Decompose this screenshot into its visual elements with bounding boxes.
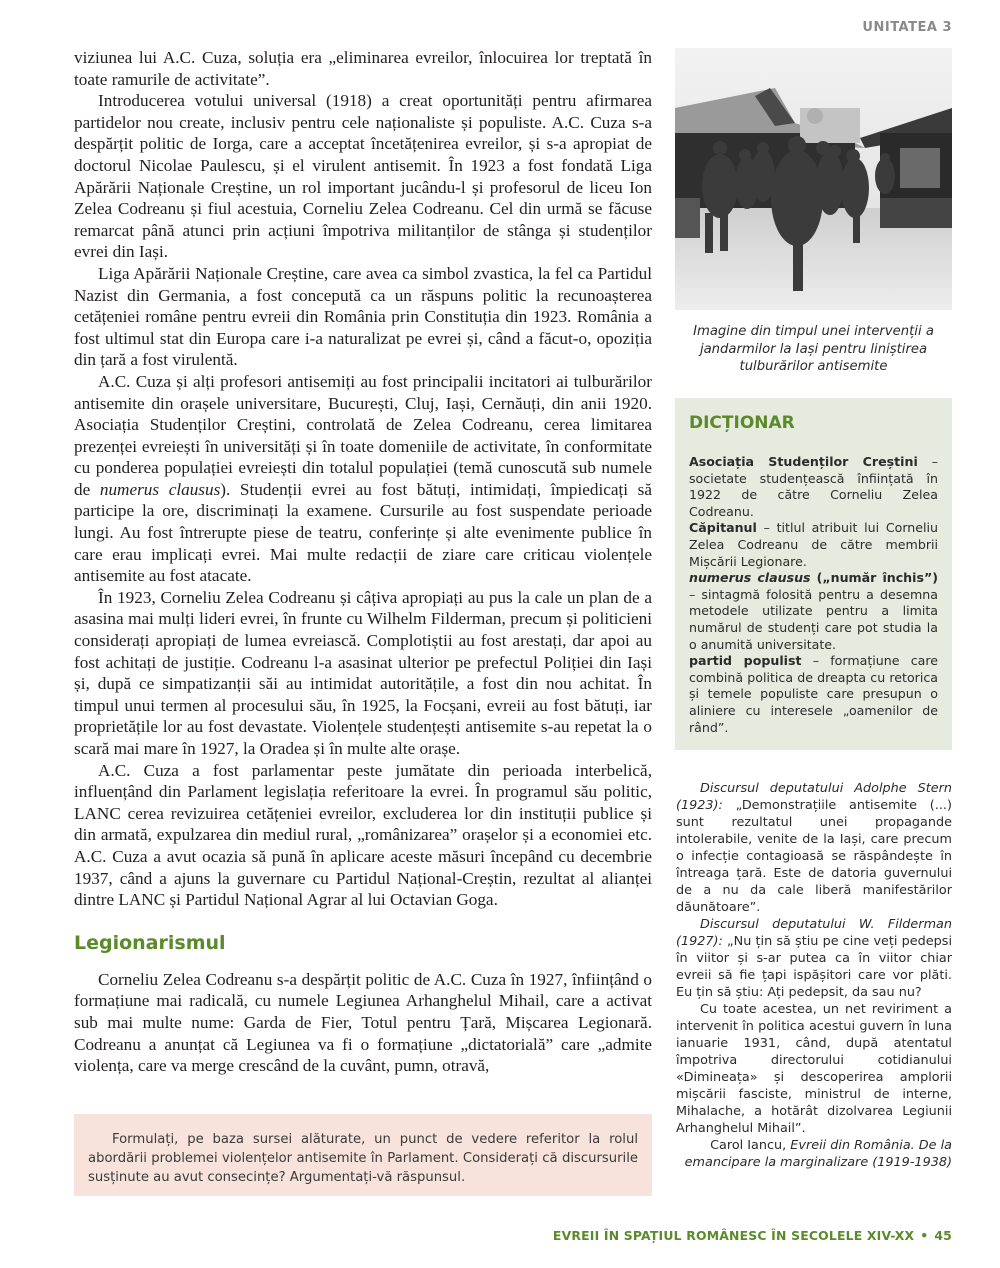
source-author: Carol Iancu, bbox=[710, 1138, 791, 1153]
dictionary-term: partid populist bbox=[689, 653, 802, 669]
historical-photo bbox=[675, 48, 952, 310]
page-footer bbox=[553, 1228, 952, 1243]
dictionary-definition: – sintagmă folosită pentru a desemna metodele utilizate pentru a limita numărul de studenți care pot studia la o anumită universitate. bbox=[689, 586, 938, 652]
dictionary-term-gloss: („număr închis”) bbox=[810, 570, 938, 586]
footer-title: EVREII ÎN SPAȚIUL ROMÂNESC ÎN SECOLELE XIV-XX bbox=[552, 1228, 915, 1243]
source-quote: „Demonstrațiile antisemite (...) sunt rezultatul unei propagande intolerabile, venite de la Iași, care precum o infecție contagioasă se răspândește în întreaga țară. Este de datoria guvernului de a nu da cale liberă manifestărilor dăunătoare”. bbox=[676, 798, 952, 915]
task-text: Formulați, pe baza sursei alăturate, un punct de vedere referitor la rolul abordării problemei violențelor antisemite în Parlament. Considerați că discursurile susținute au avut consecințe? Argumentați-vă răspunsul. bbox=[88, 1132, 638, 1185]
dictionary-definition: – formațiune care combină politica de dreapta cu retorica și temele populiste care presupun o aliniere cu interesele „oamenilor de rând”. bbox=[689, 653, 938, 735]
paragraph-text: A.C. Cuza și alți profesori antisemiți au fost principalii incitatori ai tulburărilor antisemite din orașele universitare, București, Cluj, Iași, Cernăuți, din anii 1920. Asociația Studenților Creștini, controlată de Zelea Codreanu, cerea limitarea prezenței evreiești în universități și în toate domeniile de activitate, în conformitate cu ponderea populației evreiești din totalul populației (temă cunoscută sub numele de bbox=[74, 371, 652, 499]
section-heading: Legionarismul bbox=[74, 931, 226, 954]
latin-term: numerus clausus bbox=[99, 479, 221, 499]
source-work: Evreii din România. De la emancipare la marginalizare (1919-1938) bbox=[684, 1138, 952, 1170]
dictionary-title: DICȚIONAR bbox=[689, 413, 795, 433]
paragraph bbox=[74, 371, 652, 587]
source-quote: „Nu țin să știu pe cine veți pedepsi în viitor și s-ar putea ca în viitor chiar evreii să fie țapi ispășitori care vor plăti. Eu țin să știu: Ați pedepsit, da sau nu? bbox=[676, 934, 952, 1000]
source-quote-stern bbox=[676, 780, 952, 916]
page-number: 45 bbox=[934, 1228, 952, 1243]
photo-caption: Imagine din timpul unei intervenții a jandarmilor la Iași pentru liniștirea tulburărilor antisemite bbox=[693, 324, 934, 374]
source-attribution bbox=[676, 1137, 952, 1171]
dictionary-box bbox=[675, 398, 952, 750]
paragraph: În 1923, Corneliu Zelea Codreanu și câțiva apropiați au pus la cale un plan de a asasina mai mulți lideri evrei, în frunte cu Wilhelm Filderman, precum și politicieni considerați apropiați de lumea evreiască. Complotiștii au fost arestați, dar apoi au fost achitați de justiție. Codreanu l-a asasinat ulterior pe prefectul Poliției din Iași și, după ce simpatizanții săi au intimidat autoritățile, a fost din nou achitat. În timpul unui termen al procesului său, în 1925, la Focșani, evreii au fost bătuți, iar proprietățile lor au fost devastate. Violențele studențești antisemite s-au repetat la o scară mai mare în 1927, la Oradea și în multe alte orașe. bbox=[74, 587, 652, 758]
dictionary-term-latin: numerus clausus bbox=[689, 570, 811, 586]
historical-source bbox=[676, 780, 952, 1171]
dictionary-definition: – titlul atribuit lui Corneliu Zelea Codreanu de către membrii Mișcării Legionare. bbox=[689, 520, 938, 569]
footer-separator: • bbox=[920, 1228, 929, 1243]
photo-illustration bbox=[675, 48, 952, 310]
page-header-unit: UNITATEA 3 bbox=[862, 20, 952, 35]
dictionary-entry bbox=[689, 454, 938, 520]
dictionary-term: Asociația Studenților Creștini bbox=[689, 454, 918, 469]
task-box bbox=[74, 1114, 652, 1196]
paragraph: Introducerea votului universal (1918) a creat oportunități pentru afirmarea partidelor nou create, inclusiv pentru cele naționaliste și populiste. A.C. Cuza s-a despărțit politic de Iorga, care a acceptat încetățenirea evreilor, și s-a apropiat de doctorul Nicolae Paulescu, și el virulent antisemit. În 1923 a fost fondată Liga Apărării Naționale Creștine, un rol important jucându-l și profesorul de liceu Ion Zelea Codreanu și fiul acestuia, Corneliu Zelea Codreanu. Cel din urmă se făcuse remarcat până atunci prin acțiuni împotriva militanților de stânga și studenților evrei din Iași. bbox=[74, 91, 652, 262]
dictionary-term: Căpitanul bbox=[689, 520, 757, 536]
source-heading: Discursul deputatului W. Filderman (1927): bbox=[676, 917, 952, 949]
paragraph: viziunea lui A.C. Cuza, soluția era „eliminarea evreilor, înlocuirea lor treptată în toate ramurile de activitate”. bbox=[74, 48, 652, 89]
paragraph-text: ). Studenții evrei au fost bătuți, intimidați, împiedicați să participe la ore, discriminați la examene. Cursurile au fost suspendate perioade lungi. Au fost întrerupte piese de teatru, conferințe și alte evenimente publice în care erau implicați evrei. Mai multe redacții de ziare care criticau violențele antisemite au fost atacate. bbox=[74, 479, 652, 586]
paragraph: Liga Apărării Naționale Creștine, care avea ca simbol zvastica, la fel ca Partidul Nazist din Germania, a fost concepută ca un răspuns politic la recunoașterea cetățeniei române pentru evreii din România prin Constituția din 1923. România a fost ultimul stat din Europa care i-a naturalizat pe evrei și, când a făcut-o, opoziția din țară a fost virulentă. bbox=[74, 263, 652, 370]
dictionary-term bbox=[689, 570, 938, 585]
source-quote-filderman bbox=[676, 916, 952, 1001]
source-heading: Discursul deputatului Adolphe Stern (1923): bbox=[676, 781, 952, 813]
paragraph: Corneliu Zelea Codreanu s-a despărțit politic de A.C. Cuza în 1927, înființând o formațiune mai radicală, cu numele Legiunea Arhanghelul Mihail, care a activat sub mai multe nume: Garda de Fier, Totul pentru Țară, Mișcarea Legionară. Codreanu a anunțat că Legiunea va fi o formațiune „dictatorială” care „admite violența, care va merge crescând de la cuvânt, pumn, otravă, bbox=[74, 969, 652, 1076]
paragraph: A.C. Cuza a fost parlamentar peste jumătate din perioada interbelică, influențând din Parlament legislația referitoare la evrei. În programul său politic, LANC cerea revizuirea cetățeniei evreilor, excluderea lor din instituții publice și din armată, expulzarea din mediul rural, „românizarea” orașelor și a economiei etc. A.C. Cuza a avut ocazia să pună în aplicare aceste măsuri începând cu decembrie 1937, când a ajuns la guvernare cu Partidul Național-Creștin, rezultat al alianței dintre LANC și Partidul Național Agrar al lui Octavian Goga. bbox=[74, 760, 652, 910]
dictionary-entry bbox=[689, 520, 938, 570]
source-continuation: Cu toate acestea, un net reviriment a intervenit în politica acestui guvern în luna ianuarie 1931, când, după atentatul împotriva directorului cotidianului «Dimineața» și descoperirea amplorii mișcării fasciste, ministrul de interne, Mihalache, a hotărât dizolvarea Legiunii Arhanghelul Mihail”. bbox=[676, 1002, 952, 1136]
dictionary-entry bbox=[689, 570, 938, 653]
dictionary-entry bbox=[689, 653, 938, 736]
main-text-column bbox=[74, 47, 652, 1077]
dictionary-definition: – societate studențească înființată în 1922 de către Corneliu Zelea Codreanu. bbox=[689, 454, 938, 519]
